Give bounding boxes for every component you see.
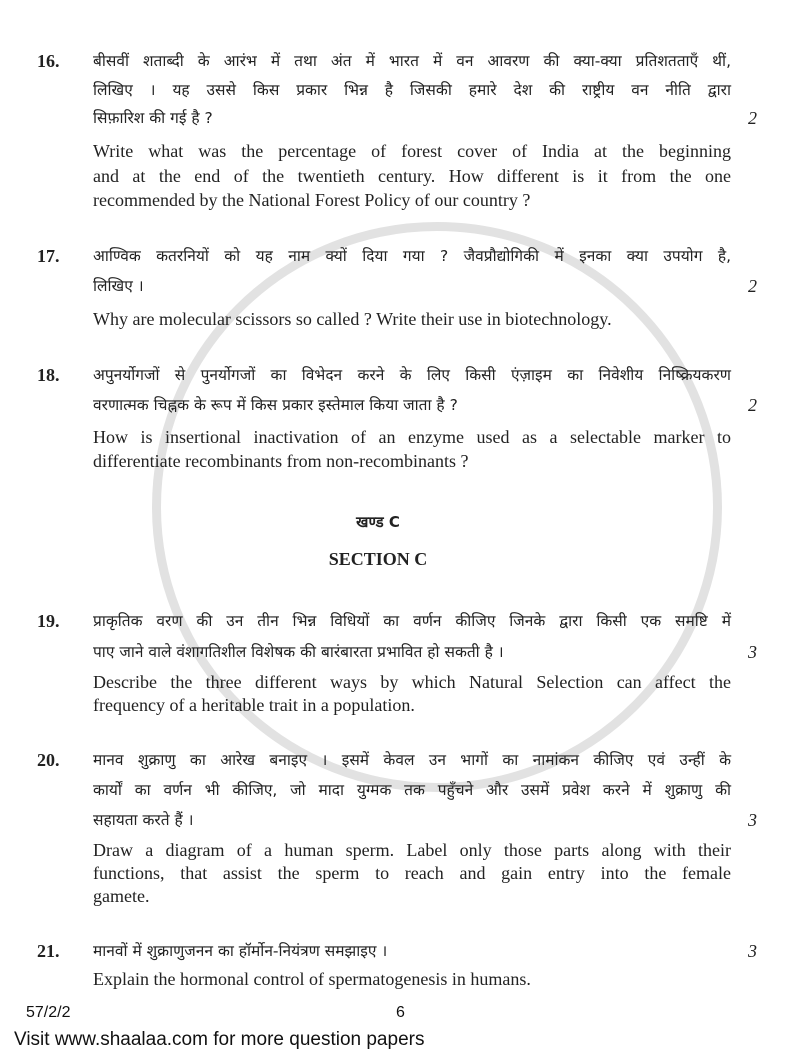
question-marks: 2 [748,276,757,296]
question-text-hindi: लिखिए । यह उससे किस प्रकार भिन्न है जिसकी हमारे देश की राष्ट्रीय वन नीति द्वारा [93,81,731,99]
question-text-english: and at the end of the twentieth century. How different is it from the one [93,166,731,186]
question-text-hindi: मानवों में शुक्राणुजनन का हॉर्मोन-नियंत्रण समझाइए । [93,942,388,960]
question-text-english: Explain the hormonal control of spermatogenesis in humans. [93,969,531,989]
question-text-hindi: अपुनर्योगजों से पुनर्योगजों का विभेदन करने के लिए किसी एंज़ाइम का निवेशीय निष्क्रियकरण [93,366,731,384]
question-text-english: How is insertional inactivation of an enzyme used as a selectable marker to [93,427,731,447]
question-marks: 2 [748,395,757,415]
question-number: 17. [37,246,60,266]
question-marks: 2 [748,108,757,128]
page-number: 6 [396,1004,405,1021]
question-text-english: frequency of a heritable trait in a population. [93,695,415,715]
question-text-english: Describe the three different ways by which Natural Selection can affect the [93,672,731,692]
question-number: 16. [37,51,60,71]
question-marks: 3 [748,642,757,662]
question-text-english: gamete. [93,886,150,906]
question-text-hindi: प्राकृतिक वरण की उन तीन भिन्न विधियों का वर्णन कीजिए जिनके द्वारा किसी एक समष्टि में [93,612,731,630]
question-text-english: functions, that assist the sperm to reach and gain entry into the female [93,863,731,883]
question-text-english: Draw a diagram of a human sperm. Label only those parts along with their [93,840,731,860]
question-text-hindi: लिखिए । [93,277,144,295]
section-heading: SECTION C [328,549,428,569]
question-text-hindi: आण्विक कतरनियों को यह नाम क्यों दिया गया ? जैवप्रौद्योगिकी में इनका क्या उपयोग है, [93,247,731,265]
question-number: 19. [37,611,60,631]
question-marks: 3 [748,941,757,961]
question-text-hindi: सहायता करते हैं । [93,811,194,829]
question-number: 21. [37,941,60,961]
question-text-hindi: वरणात्मक चिह्नक के रूप में किस प्रकार इस्तेमाल किया जाता है ? [93,396,458,414]
section-heading-hindi: खण्ड C [356,513,400,531]
promo-link[interactable]: Visit www.shaalaa.com for more question papers [14,1029,425,1050]
question-text-english: Why are molecular scissors so called ? Write their use in biotechnology. [93,309,612,329]
question-text-english: differentiate recombinants from non-recombinants ? [93,451,469,471]
question-text-hindi: पाए जाने वाले वंशागतिशील विशेषक की बारंबारता प्रभावित हो सकती है । [93,643,504,661]
question-text-english: recommended by the National Forest Policy of our country ? [93,190,531,210]
question-text-hindi: कार्यों का वर्णन भी कीजिए, जो मादा युग्मक तक पहुँचने और उसमें प्रवेश करने में शुक्राणु की [93,781,731,799]
question-number: 20. [37,750,60,770]
question-marks: 3 [748,810,757,830]
question-text-hindi: बीसवीं शताब्दी के आरंभ में तथा अंत में भारत में वन आवरण की क्या-क्या प्रतिशतताएँ थीं, [93,52,731,70]
paper-code: 57/2/2 [26,1004,71,1021]
question-text-hindi: सिफ़ारिश की गई है ? [93,109,213,127]
question-text-hindi: मानव शुक्राणु का आरेख बनाइए । इसमें केवल उन भागों का नामांकन कीजिए एवं उन्हीं के [93,751,731,769]
question-number: 18. [37,365,60,385]
question-text-english: Write what was the percentage of forest cover of India at the beginning [93,141,731,161]
